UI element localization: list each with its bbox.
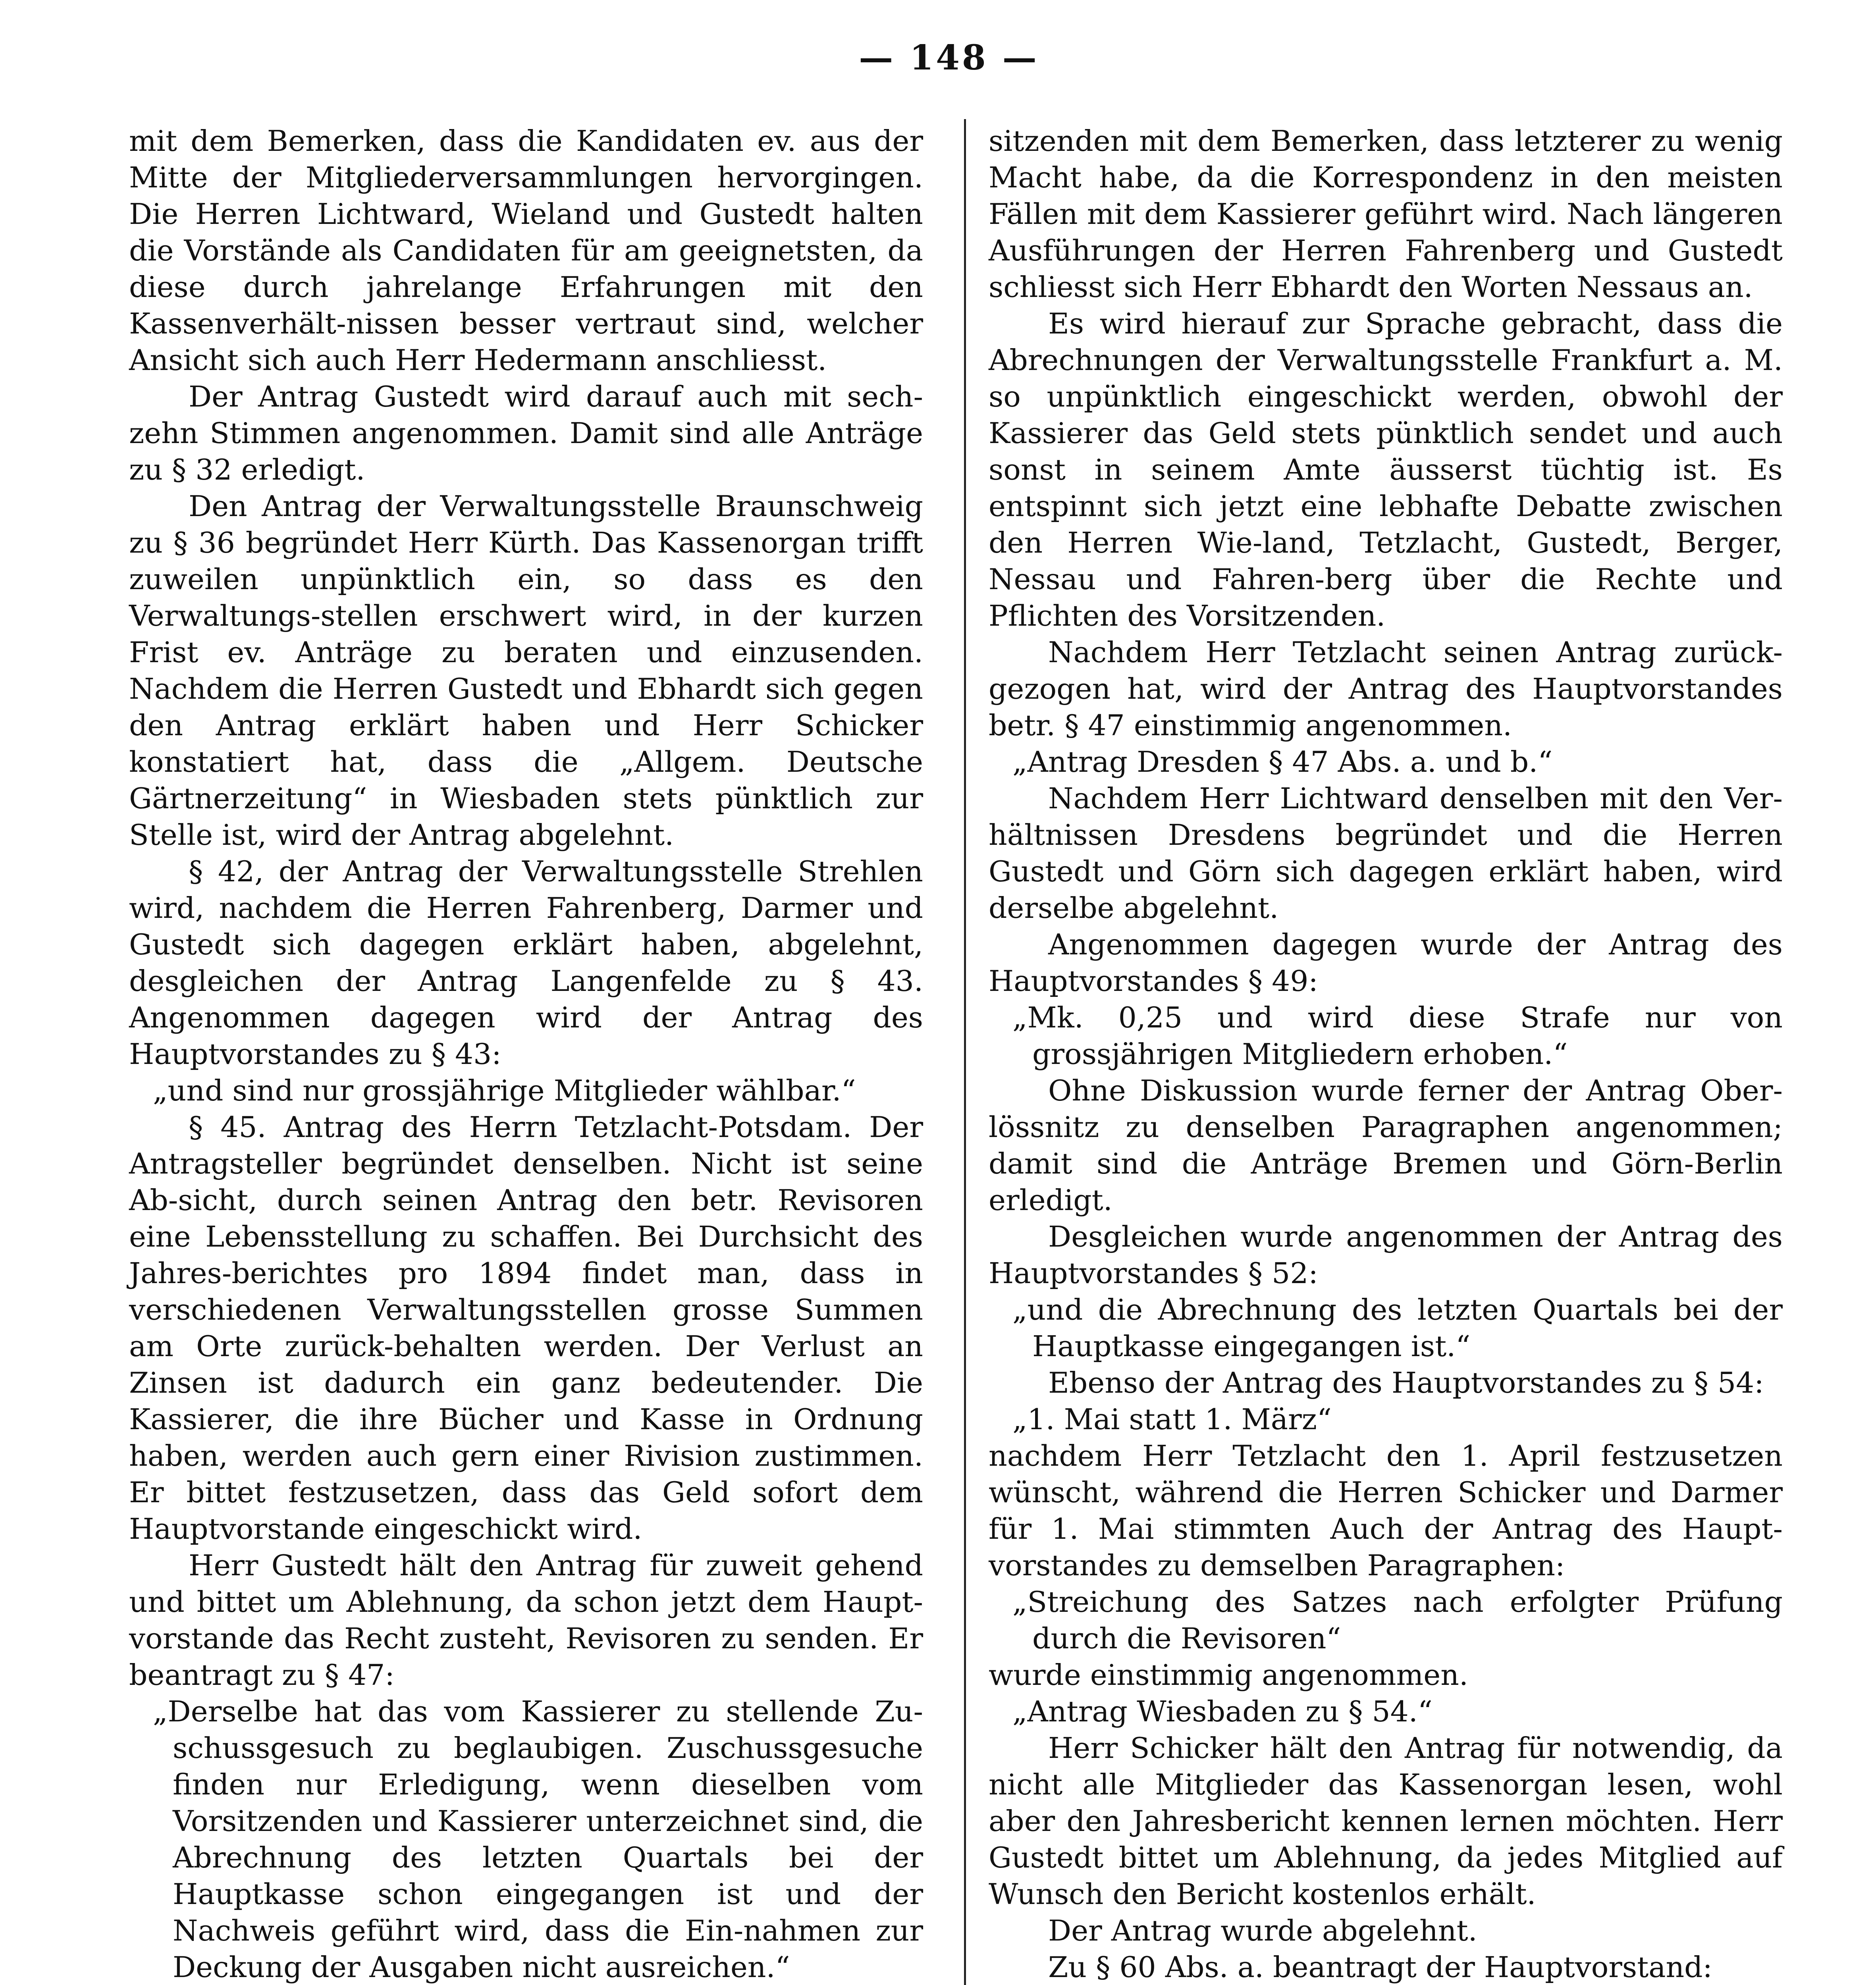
- right-column-paragraph: Es wird hierauf zur Sprache gebracht, dass die Abrechnungen der Verwaltungsstelle Frankfurt a. M. so unpünktlich eingeschickt werden, obwohl der Kassierer das Geld stets pünktlich sendet und auch sonst in seinem Amte äusserst tüchtig ist. Es entspinnt sich jetzt eine lebhafte Debatte zwischen den Herren Wie-land, Tetzlacht, Gustedt, Berger, Nessau und Fahren-berg über die Rechte und Pflichten des Vorsitzenden.: [989, 307, 1783, 633]
- right-column-paragraph: „1. Mai statt 1. März“: [1012, 1403, 1332, 1436]
- column-divider: [964, 119, 966, 1985]
- right-column-paragraph: „und die Abrechnung des letzten Quartals bei der Hauptkasse eingegangen ist.“: [1012, 1293, 1783, 1363]
- left-text-column: [129, 123, 923, 1985]
- left-column-paragraph: Den Antrag der Verwaltungsstelle Braunschweig zu § 36 begründet Herr Kürth. Das Kassenorgan trifft zuweilen unpünktlich ein, so dass es den Verwaltungs-stellen erschwert wird, in der kurzen Frist ev. Anträge zu beraten und einzusenden. Nachdem die Herren Gustedt und Ebhardt sich gegen den Antrag erklärt haben und Herr Schicker konstatiert hat, dass die „Allgem. Deutsche Gärtnerzeitung“ in Wiesbaden stets pünktlich zur Stelle ist, wird der Antrag abgelehnt.: [129, 490, 923, 852]
- right-column-paragraph: wurde einstimmig angenommen.: [989, 1659, 1468, 1692]
- right-column-paragraph: „Antrag Wiesbaden zu § 54.“: [1012, 1695, 1433, 1729]
- right-column-paragraph: „Antrag Dresden § 47 Abs. a. und b.“: [1012, 746, 1553, 779]
- right-column-paragraph: Nachdem Herr Tetzlacht seinen Antrag zurück-gezogen hat, wird der Antrag des Hauptvorstandes betr. § 47 einstimmig angenommen.: [989, 636, 1783, 742]
- left-column-paragraph: „und sind nur grossjährige Mitglieder wählbar.“: [153, 1074, 856, 1108]
- right-text-column: [989, 123, 1783, 1985]
- left-column-paragraph: Der Antrag Gustedt wird darauf auch mit sech-zehn Stimmen angenommen. Damit sind alle Anträge zu § 32 erledigt.: [129, 380, 923, 487]
- right-column-paragraph: Zu § 60 Abs. a. beantragt der Hauptvorstand:: [1048, 1951, 1712, 1984]
- right-column-paragraph: Der Antrag wurde abgelehnt.: [1048, 1914, 1477, 1948]
- right-column-paragraph: Desgleichen wurde angenommen der Antrag des Hauptvorstandes § 52:: [989, 1220, 1783, 1290]
- right-column-paragraph: Angenommen dagegen wurde der Antrag des Hauptvorstandes § 49:: [989, 928, 1783, 998]
- left-column-paragraph: Herr Gustedt hält den Antrag für zuweit gehend und bittet um Ablehnung, da schon jetzt dem Haupt-vorstande das Recht zusteht, Revisoren zu senden. Er beantragt zu § 47:: [129, 1549, 923, 1692]
- right-column-paragraph: Herr Schicker hält den Antrag für notwendig, da nicht alle Mitglieder das Kassenorgan lesen, wohl aber den Jahresbericht kennen lernen möchten. Herr Gustedt bittet um Ablehnung, da jedes Mitglied auf Wunsch den Bericht kostenlos erhält.: [989, 1732, 1783, 1911]
- left-column-paragraph: § 42, der Antrag der Verwaltungsstelle Strehlen wird, nachdem die Herren Fahrenberg, Darmer und Gustedt sich dagegen erklärt haben, abgelehnt, desgleichen der Antrag Langenfelde zu § 43. Angenommen dagegen wird der Antrag des Hauptvorstandes zu § 43:: [129, 855, 923, 1071]
- right-column-paragraph: Ebenso der Antrag des Hauptvorstandes zu § 54:: [1048, 1366, 1764, 1400]
- right-column-paragraph: Ohne Diskussion wurde ferner der Antrag Ober-lössnitz zu denselben Paragraphen angenommen; damit sind die Anträge Bremen und Görn-Berlin erledigt.: [989, 1074, 1783, 1217]
- page-number: — 148 —: [859, 38, 1039, 78]
- left-column-paragraph: mit dem Bemerken, dass die Kandidaten ev. aus der Mitte der Mitgliederversammlungen hervorgingen. Die Herren Lichtward, Wieland und Gustedt halten die Vorstände als Candidaten für am geeignetsten, da diese durch jahrelange Erfahrungen mit den Kassenverhält-nissen besser vertraut sind, welcher Ansicht sich auch Herr Hedermann anschliesst.: [129, 125, 923, 377]
- left-column-paragraph: § 45. Antrag des Herrn Tetzlacht-Potsdam. Der Antragsteller begründet denselben. Nicht ist seine Ab-sicht, durch seinen Antrag den betr. Revisoren eine Lebensstellung zu schaffen. Bei Durchsicht des Jahres-berichtes pro 1894 findet man, dass in verschiedenen Verwaltungsstellen grosse Summen am Orte zurück-behalten werden. Der Verlust an Zinsen ist dadurch ein ganz bedeutender. Die Kassierer, die ihre Bücher und Kasse in Ordnung haben, werden auch gern einer Rivision zustimmen. Er bittet festzusetzen, dass das Geld sofort dem Hauptvorstande eingeschickt wird.: [129, 1111, 923, 1546]
- right-column-paragraph: „Mk. 0,25 und wird diese Strafe nur von grossjährigen Mitgliedern erhoben.“: [1012, 1001, 1783, 1071]
- right-column-paragraph: „Streichung des Satzes nach erfolgter Prüfung durch die Revisoren“: [1012, 1586, 1783, 1655]
- right-column-paragraph: nachdem Herr Tetzlacht den 1. April festzusetzen wünscht, während die Herren Schicker und Darmer für 1. Mai stimmten Auch der Antrag des Haupt-vorstandes zu demselben Paragraphen:: [989, 1440, 1783, 1582]
- right-column-paragraph: sitzenden mit dem Bemerken, dass letzterer zu wenig Macht habe, da die Korrespondenz in den meisten Fällen mit dem Kassierer geführt wird. Nach längeren Ausführungen der Herren Fahrenberg und Gustedt schliesst sich Herr Ebhardt den Worten Nessaus an.: [989, 125, 1783, 304]
- left-column-paragraph: „Derselbe hat das vom Kassierer zu stellende Zu-schussgesuch zu beglaubigen. Zuschussgesuche finden nur Erledigung, wenn dieselben vom Vorsitzenden und Kassierer unterzeichnet sind, die Abrechnung des letzten Quartals bei der Hauptkasse schon eingegangen ist und der Nachweis geführt wird, dass die Ein-nahmen zur Deckung der Ausgaben nicht ausreichen.“: [153, 1695, 923, 1984]
- right-column-paragraph: Nachdem Herr Lichtward denselben mit den Ver-hältnissen Dresdens begründet und die Herren Gustedt und Görn sich dagegen erklärt haben, wird derselbe abgelehnt.: [989, 782, 1783, 925]
